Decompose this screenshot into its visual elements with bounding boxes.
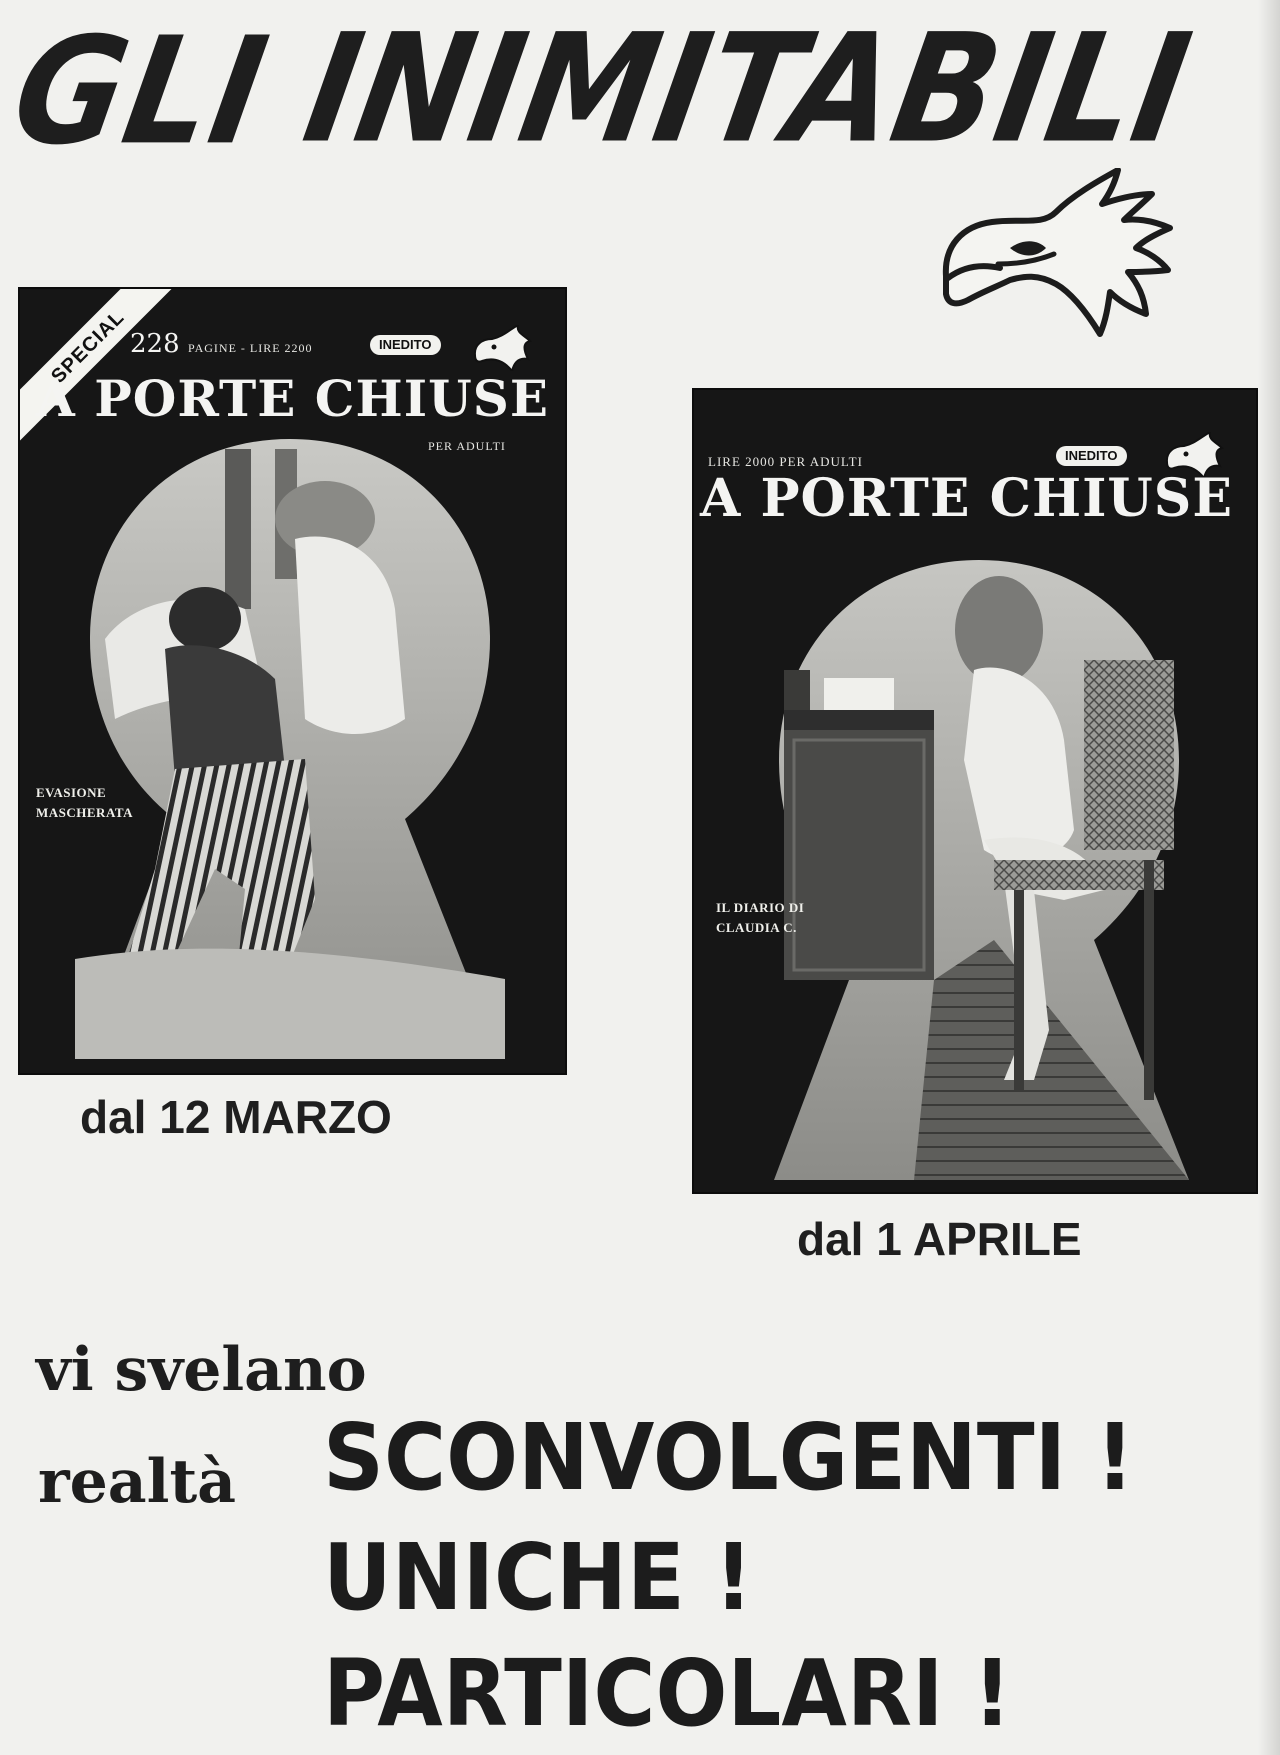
story-title-line1: IL DIARIO DI (716, 900, 805, 915)
magazine-cover-special (18, 287, 567, 1075)
release-date-caption: dal 12 MARZO (80, 1091, 392, 1143)
tagline-line1: vi svelano (36, 1335, 367, 1405)
story-title-line1: EVASIONE (36, 785, 107, 800)
cover-title: A PORTE CHIUSE (36, 369, 549, 428)
tagline-emphasis-1: SCONVOLGENTI ! (323, 1404, 1135, 1511)
magazine-cover-regular (692, 388, 1258, 1194)
special-edition-band: SPECIAL (18, 287, 193, 452)
inedito-badge: INEDITO (370, 335, 441, 355)
keyhole-illustration (75, 439, 505, 1059)
cover-title: A PORTE CHIUSE (700, 468, 1233, 529)
inedito-badge: INEDITO (1056, 446, 1127, 466)
eagle-head-icon (938, 168, 1178, 338)
keyhole-illustration (764, 560, 1194, 1180)
eagle-logo-icon (472, 325, 532, 371)
cover-price: PAGINE - LIRE 2200 (188, 341, 313, 355)
story-title-line2: CLAUDIA C. (716, 920, 797, 935)
headline-gli: GLI (1, 5, 280, 179)
headline-inimitabili: INIMITABILI (293, 1, 1203, 177)
tagline-line2: realtà (38, 1447, 237, 1517)
story-title-line2: MASCHERATA (36, 805, 133, 820)
cover-subtitle: PER ADULTI (428, 439, 506, 453)
cover-pages: 228 (130, 329, 180, 359)
tagline-emphasis-2: UNICHE ! (323, 1524, 753, 1631)
tagline-emphasis-3: PARTICOLARI ! (323, 1640, 1012, 1747)
scan-edge-shadow (1258, 0, 1280, 1755)
cover-price: LIRE 2000 PER ADULTI (708, 454, 863, 469)
release-date-caption: dal 1 APRILE (797, 1213, 1082, 1265)
